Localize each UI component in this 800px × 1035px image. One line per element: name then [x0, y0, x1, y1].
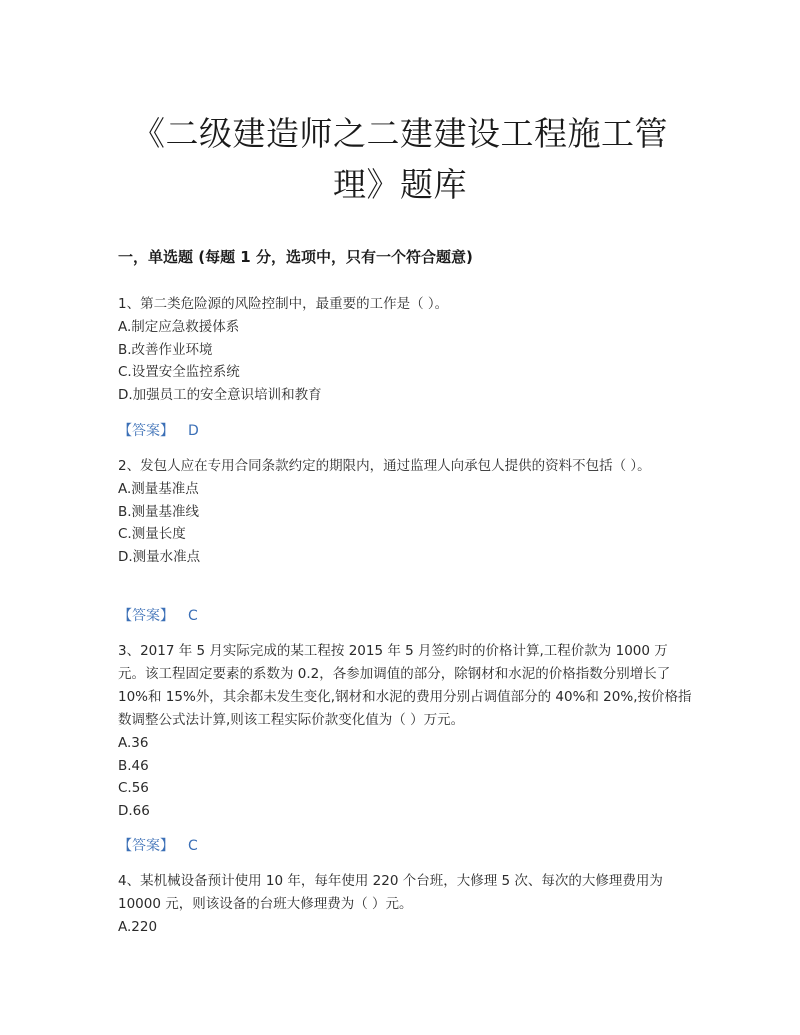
option-a: A.36 [118, 735, 149, 751]
option-a: A.220 [118, 919, 158, 935]
question-3 [118, 640, 693, 822]
option-a: A.制定应急救援体系 [118, 319, 240, 335]
question-2 [118, 455, 693, 568]
option-b: B.46 [118, 757, 149, 774]
question-1 [118, 293, 693, 406]
section-heading: 一，单选题 (每题 1 分，选项中，只有一个符合题意) [118, 248, 473, 266]
question-4 [118, 870, 693, 939]
option-c: C.测量长度 [118, 526, 186, 542]
document-title-line-1: 《二级建造师之二建建设工程施工管 [132, 114, 668, 153]
question-text: 4、某机械设备预计使用 10 年，每年使用 220 个台班，大修理 5 次、每次的大修理费用为 10000 元，则该设备的台班大修理费为（ ）元。 [118, 873, 663, 912]
answer-label: 【答案】 [118, 423, 174, 439]
question-text: 2、发包人应在专用合同条款约定的期限内，通过监理人向承包人提供的资料不包括（ ）。 [118, 458, 651, 474]
option-c: C.设置安全监控系统 [118, 364, 240, 380]
option-b: B.改善作业环境 [118, 341, 213, 358]
question-text: 1、第二类危险源的风险控制中，最重要的工作是（ ）。 [118, 296, 449, 312]
option-d: D.测量水准点 [118, 548, 201, 565]
option-b: B.测量基准线 [118, 503, 200, 520]
question-text: 3、2017 年 5 月实际完成的某工程按 2015 年 5 月签约时的价格计算,工程价款为 1000 万元。该工程固定要素的系数为 0.2，各参加调值的部分，除钢材和水泥的价格指数分别增长了 10%和 15%外，其余都未发生变化,钢材和水泥的费用分别占调值部分的 40%和 20%,按价格指数调整公式法计算,则该工程实际价款变化值为（ ）万元。 [118, 643, 692, 728]
answer-label: 【答案】 [118, 608, 174, 624]
answer-1 [118, 420, 199, 440]
answer-value: D [188, 423, 199, 439]
document-title-line-2: 理》题库 [333, 165, 467, 204]
document-title [100, 108, 700, 210]
answer-value: C [188, 838, 198, 854]
answer-label: 【答案】 [118, 838, 174, 854]
answer-2 [118, 605, 198, 625]
option-d: D.加强员工的安全意识培训和教育 [118, 386, 322, 403]
option-d: D.66 [118, 802, 150, 819]
answer-3 [118, 835, 198, 855]
option-a: A.测量基准点 [118, 481, 199, 497]
answer-value: C [188, 608, 198, 624]
option-c: C.56 [118, 780, 149, 796]
